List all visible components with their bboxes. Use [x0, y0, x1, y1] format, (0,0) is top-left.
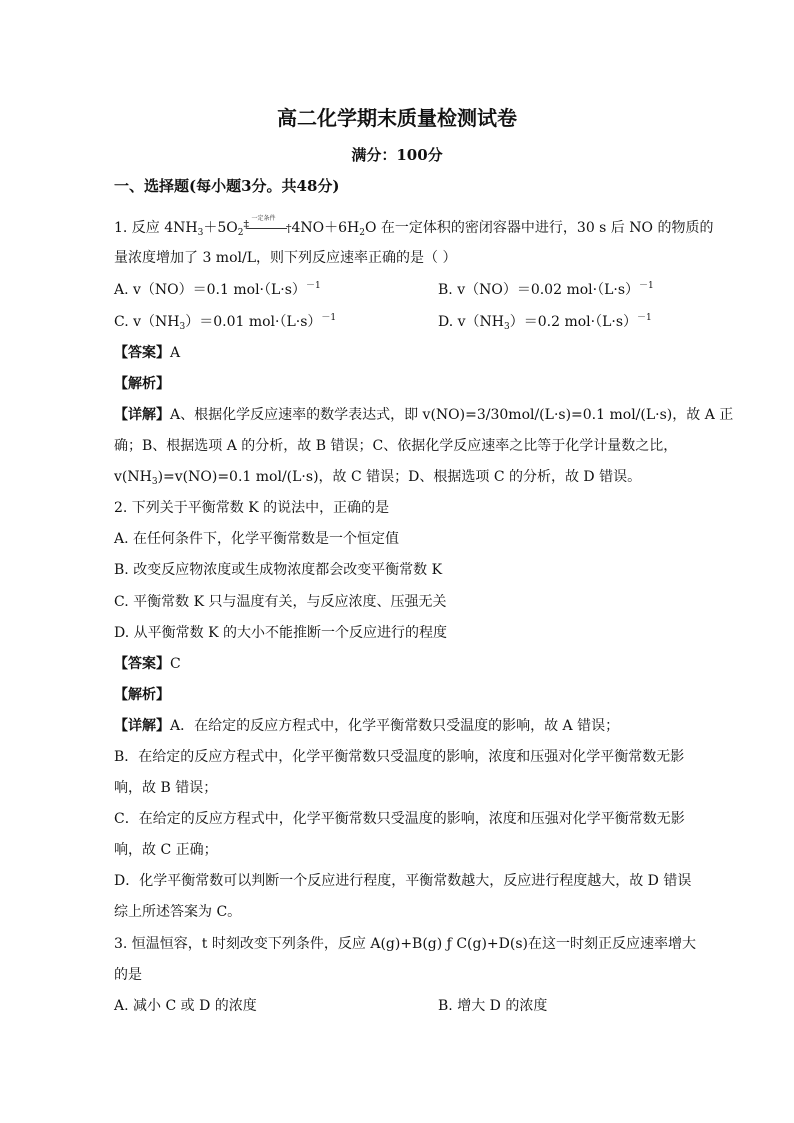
q1-analysis-tag: 【解析】	[114, 376, 170, 392]
q1-option-b	[438, 280, 654, 300]
q3-stem-line1: 3. 恒温恒容，t 时刻改变下列条件，反应 A(g)+B(g) ƒ C(g)+D(s)在这一时刻正反应速率增大	[114, 936, 696, 952]
detail-text: )=v(NO)=0.1 mol/(L·s)，故 C 错误；D、根据选项 C 的分析，故 D 错误。	[157, 469, 642, 485]
q2-stem: 2. 下列关于平衡常数 K 的说法中，正确的是	[114, 500, 390, 516]
answer-value: C	[170, 656, 181, 672]
option-text: B. v（NO）＝0.02 mol·（L·s）	[438, 282, 640, 298]
q2-option-c: C. 平衡常数 K 只与温度有关，与反应浓度、压强无关	[114, 594, 447, 610]
q2-detail-line2: B．在给定的反应方程式中，化学平衡常数只受温度的影响，浓度和压强对化学平衡常数无影	[114, 749, 685, 765]
superscript: －1	[639, 281, 654, 291]
detail-text: v(NH	[114, 469, 152, 485]
section-heading: 一、选择题(每小题3分。共48分)	[114, 177, 340, 195]
q1-stem-part: O 在一定体积的密闭容器中进行，30 s 后 NO 的物质的	[364, 220, 714, 236]
q1-detail-line1	[114, 405, 734, 425]
superscript: －1	[637, 313, 652, 323]
q1-option-d	[438, 312, 652, 332]
q2-detail-line4: C．在给定的反应方程式中，化学平衡常数只受温度的影响，浓度和压强对化学平衡常数无影	[114, 811, 685, 827]
q1-stem-line2: 量浓度增加了 3 mol/L，则下列反应速率正确的是（ ）	[114, 250, 457, 266]
q2-option-d: D. 从平衡常数 K 的大小不能推断一个反应进行的程度	[114, 625, 447, 641]
q1-detail-line3	[114, 467, 684, 487]
subscript: 3	[504, 322, 510, 332]
reaction-arrow-icon: 一定条件 ‡ †	[245, 221, 289, 235]
option-text: D. v（NH	[438, 314, 504, 330]
subscript: 3	[179, 322, 186, 332]
answer-tag: 【答案】	[114, 656, 170, 672]
option-text: C. v（NH	[114, 314, 180, 330]
q1-answer	[114, 343, 684, 363]
superscript: －1	[305, 281, 321, 291]
q2-detail-line1	[114, 716, 684, 736]
answer-value: A	[170, 345, 181, 361]
reaction-condition: 一定条件	[251, 215, 276, 222]
q1-detail-line2: 确；B、根据选项 A 的分析，故 B 错误；C、依据化学反应速率之比等于化学计量数之比，	[114, 438, 678, 454]
detail-text: A．在给定的反应方程式中，化学平衡常数只受温度的影响，故 A 错误；	[170, 718, 620, 734]
subscript: 3	[197, 228, 204, 238]
q3-option-b: B. 增大 D 的浓度	[438, 998, 548, 1014]
answer-tag: 【答案】	[114, 345, 170, 361]
option-text: ）＝0.2 mol·（L·s）	[509, 314, 638, 330]
detail-text: A、根据化学反应速率的数学表达式，即 v(NO)=3/30mol/(L·s)=0.1 mol/(L·s)，故 A 正	[170, 407, 734, 423]
q2-answer	[114, 654, 684, 674]
option-text: A. v（NO）＝0.1 mol·（L·s）	[114, 282, 306, 298]
q2-detail-line5: 响，故 C 正确；	[114, 842, 218, 858]
q1-stem-part: 1. 反应 4NH	[114, 220, 198, 236]
superscript: －1	[321, 313, 337, 323]
q1-stem-part: 4NO＋6H	[291, 220, 360, 236]
subscript: 2	[237, 228, 244, 238]
subscript: 2	[359, 228, 365, 238]
q2-option-a: A. 在任何条件下，化学平衡常数是一个恒定值	[114, 531, 400, 547]
q3-stem-line2: 的是	[114, 967, 142, 983]
q2-detail-line6: D．化学平衡常数可以判断一个反应进行程度，平衡常数越大，反应进行程度越大，故 D 错误	[114, 873, 692, 889]
q2-option-b: B. 改变反应物浓度或生成物浓度都会改变平衡常数 K	[114, 562, 443, 578]
detail-tag: 【详解】	[114, 718, 170, 734]
q1-stem-part: ＋5O	[203, 220, 238, 236]
q3-option-a: A. 减小 C 或 D 的浓度	[114, 998, 257, 1014]
q2-analysis-tag: 【解析】	[114, 687, 170, 703]
subscript: 3	[151, 477, 158, 487]
option-text: ）＝0.01 mol·（L·s）	[185, 314, 322, 330]
page-title: 高二化学期末质量检测试卷	[277, 106, 517, 130]
detail-tag: 【详解】	[114, 407, 170, 423]
full-score: 满分：100分	[351, 146, 443, 164]
q1-stem-line1	[114, 215, 714, 238]
q2-detail-line3: 响，故 B 错误；	[114, 780, 218, 796]
q2-detail-line7: 综上所述答案为 C。	[114, 904, 242, 920]
